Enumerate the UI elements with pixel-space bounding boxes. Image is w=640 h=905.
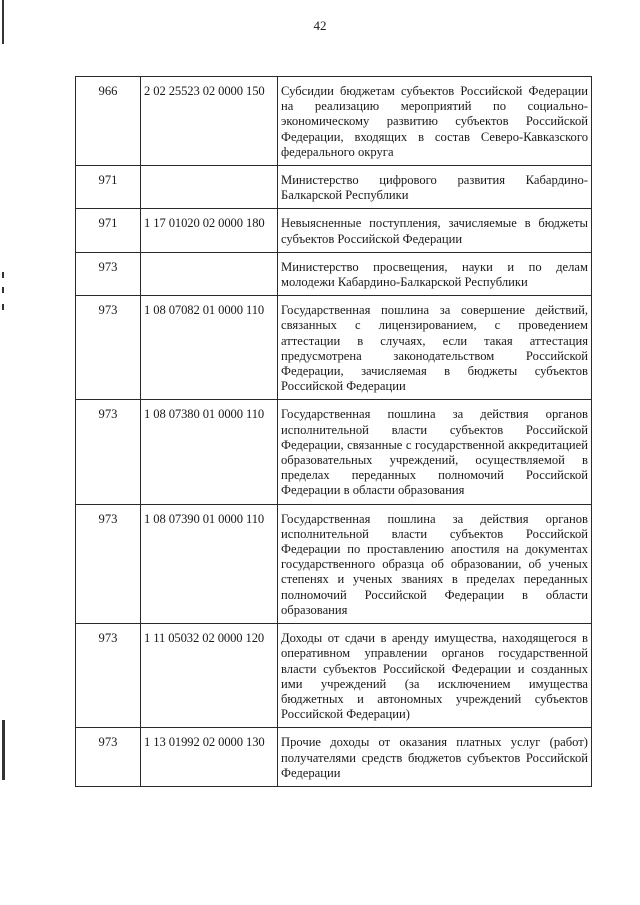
scan-edge-mark [2,720,5,780]
table-row [76,504,592,623]
revenue-name-cell: Государственная пошлина за совершение действий, связанных с лицензированием, с проведением аттестации в случаях, если такая аттестация предусмотрена законодательством Российской Федерации, зачисляемая в бюджеты субъектов Российской Федерации [278,296,592,400]
scan-edge-mark [2,287,4,293]
table-row [76,296,592,400]
admin-code-cell: 966 [76,77,141,166]
revenue-name-cell: Доходы от сдачи в аренду имущества, находящегося в оперативном управлении органов государственной власти субъектов Российской Федерации и созданных ими учреждений (за исключением имущества бюджетных и автономных учреждений субъектов Российской Федерации) [278,624,592,728]
admin-code-cell: 973 [76,252,141,295]
admin-code-cell: 973 [76,504,141,623]
table-row [76,252,592,295]
table-row [76,166,592,209]
budget-code-cell [141,166,278,209]
budget-code-cell: 2 02 25523 02 0000 150 [141,77,278,166]
revenue-codes-table-wrapper [75,76,592,787]
revenue-name-cell: Министерство цифрового развития Кабардино-Балкарской Республики [278,166,592,209]
scan-edge-mark [2,272,4,278]
admin-code-cell: 971 [76,209,141,252]
table-row [76,77,592,166]
revenue-name-cell: Субсидии бюджетам субъектов Российской Федерации на реализацию мероприятий по социально-экономическому развитию субъектов Российской Федерации, входящих в состав Северо-Кавказского федерального округа [278,77,592,166]
revenue-name-cell: Государственная пошлина за действия органов исполнительной власти субъектов Российской Федерации, связанные с государственной аккредитацией образовательных учреждений, осуществляемой в пределах переданных полномочий Российской Федерации в области образования [278,400,592,504]
budget-code-cell [141,252,278,295]
revenue-codes-table [75,76,592,787]
revenue-name-cell: Министерство просвещения, науки и по делам молодежи Кабардино-Балкарской Республики [278,252,592,295]
scan-edge-mark [2,304,4,310]
admin-code-cell: 973 [76,728,141,787]
admin-code-cell: 973 [76,296,141,400]
budget-code-cell: 1 17 01020 02 0000 180 [141,209,278,252]
budget-code-cell: 1 13 01992 02 0000 130 [141,728,278,787]
admin-code-cell: 971 [76,166,141,209]
revenue-name-cell: Невыясненные поступления, зачисляемые в бюджеты субъектов Российской Федерации [278,209,592,252]
table-row [76,400,592,504]
budget-code-cell: 1 11 05032 02 0000 120 [141,624,278,728]
budget-code-cell: 1 08 07390 01 0000 110 [141,504,278,623]
table-row [76,728,592,787]
budget-code-cell: 1 08 07082 01 0000 110 [141,296,278,400]
table-row [76,624,592,728]
admin-code-cell: 973 [76,624,141,728]
page-number: 42 [313,18,327,33]
revenue-name-cell: Государственная пошлина за действия органов исполнительной власти субъектов Российской Федерации по проставлению апостиля на документах государственного образца об образовании, об ученых степенях и ученых званиях в пределах переданных полномочий Российской Федерации в области образования [278,504,592,623]
admin-code-cell: 973 [76,400,141,504]
revenue-name-cell: Прочие доходы от оказания платных услуг (работ) получателями средств бюджетов субъектов Российской Федерации [278,728,592,787]
table-row [76,209,592,252]
budget-code-cell: 1 08 07380 01 0000 110 [141,400,278,504]
